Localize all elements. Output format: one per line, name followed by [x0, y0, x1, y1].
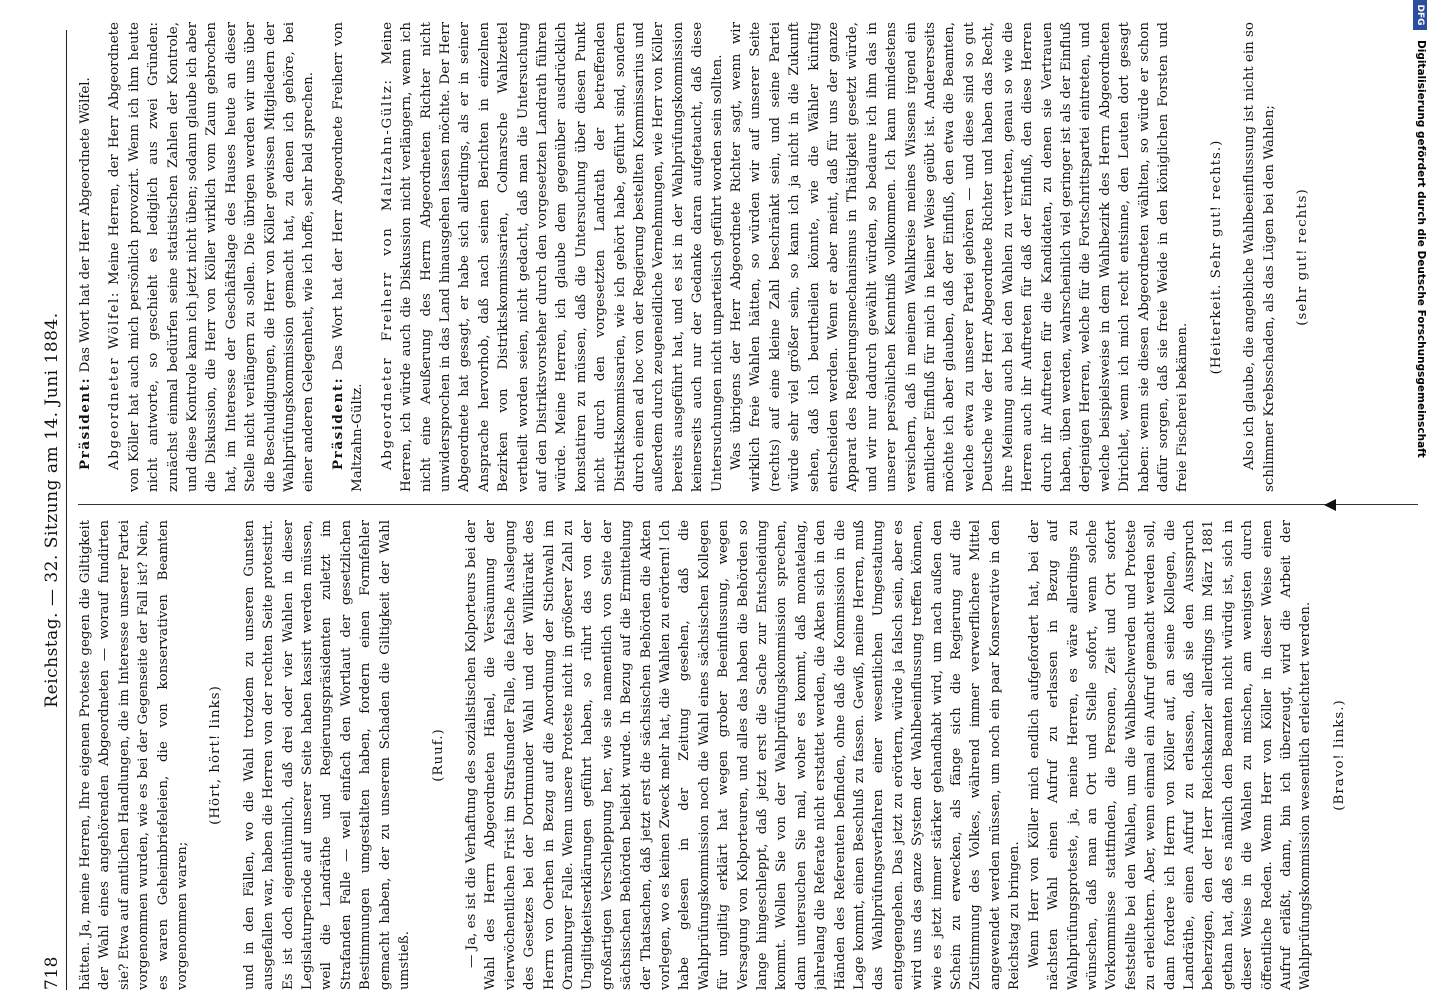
- paragraph: Was übrigens der Herr Abgeordnete Richter sagt, wenn wir wirklich freie Wahlen hätten, so würden wir auf unserer Seite (rechts) auf eine kleine Zahl beschränkt sein, und seine Partei würde sehr viel größer sein, so kann ich ja nicht in die Zukunft sehen, daß ich beurtheilen könnte, wie die Wähler künftig entscheiden werden. Wenn er aber meint, daß für uns der ganze Apparat des Regierungsmechanismus in Thätigkeit gesetzt würde, und wir nur dadurch gewählt würden, so bedaure ich ihm das in unserer persönlichen Kenntniß vollkommen. Ich kann mindestens versichern, daß in meinem Wahlkreise meines Wissens irgend ein amtlicher Einfluß für mich in keiner Weise geübt ist. Andererseits möchte ich aber glauben, daß der Einfluß, den etwa die Beamten, welche etwa zu unserer Partei gehören — und diese sind so gut Deutsche wie der Herr Abgeordnete Richter und haben das Recht, ihre Meinung auch bei den Wahlen zu vertreten, genau so wie die Herren auch ihr Auftreten für daß der Einfluß, den diese Herren durch ihr Auftreten für die Kandidaten, zu denen sie Vertrauen haben, üben werden, wahrscheinlich viel geringer ist als der Einfluß derjenigen Herren, welche für die Fortschrittspartei eintreten, und welche beispielsweise in dem Wahlbezirk des Herrn Abgeordneten Dirichlet, wenn ich mich recht entsinne, den Leuten dort gesagt haben: wenn sie diesen Abgeordneten wählten, so würde er schon dafür sorgen, daß sie freie Weide in den königlichen Forsten und freie Fischerei bekämen.: [729, 22, 1191, 492]
- page-number: 718: [42, 956, 62, 990]
- paragraph: [76, 22, 95, 492]
- paragraph: Wenn Herr von Köller mich endlich aufgefordert hat, bei der nächsten Wahl einen Aufruf zu erlassen in Bezug auf Wahlprüfungsproteste, ja, meine Herren, es wäre allerdings zu wünschen, daß man an Ort und Stelle sofort, wenn solche Vorkommnisse stattfinden, die Personen, Zeit und Ort sofort feststellte bei den Wahlen, um die Wahlbeschwerden und Proteste zu erleichtern. Aber, wenn einmal ein Aufruf gemacht werden soll, dann fordere ich Herrn von Köller auf, an seine Kollegen, die Landräthe, einen Aufruf zu erlassen, daß sie den Ausspruch beherzigen, den der Herr Reichskanzler allerdings im März 1881 gethan hat, daß es nämlich den Beamten nicht würdig ist, sich in dieser Weise in die Wahlen zu mischen, am wenigsten durch öffentliche Reden. Wenn Herr von Köller in dieser Weise einen Aufruf erläßt, dann, bin ich überzeugt, wird die Arbeit der Wahlprüfungskommission wesentlich erleichtert werden.: [1026, 520, 1314, 990]
- speech-text: Das Wort hat der Herr Abgeordnete Freiherr von Maltzahn-Gültz.: [330, 22, 366, 492]
- side-notice-strip: [1406, 0, 1432, 1000]
- paragraph: und in den Fällen, wo die Wahl trotzdem zu unseren Gunsten ausgefallen war, haben die Herren von der rechten Seite protestirt. Es ist doch eigenthümlich, daß drei oder vier Wahlen in dieser Legislaturperiode auf unserer Seite haben kassirt werden müssen, weil die Landräthe und Regierungspräsidenten zuletzt im Strafanden Falle — weil einfach den Wortlaut der gesetzlichen Bestimmungen umgestalten haben, fordern einen Formfehler gemacht haben, der zu unserem Schaden die Giltigkeit der Wahl umstieß.: [241, 520, 413, 990]
- interjection: (Bravo! links.): [1331, 699, 1347, 811]
- paragraph: Also ich glaube, die angebliche Wahlbeeinflussung ist nicht ein so schlimmer Krebsschaden, als das Lügen bei den Wahlen;: [1242, 22, 1277, 492]
- speaker-label: Abgeordneter Freiherr von Maltzahn-Gültz:: [379, 78, 395, 470]
- speaker-label: Präsident:: [77, 376, 93, 470]
- speech-text: Meine Herren, der Herr Abgeordnete von Köller hat auch mich persönlich provozirt. Wenn ich ihm heute nicht antworte, so geschieht es lediglich aus zwei Gründen: zunächst einmal bedürfen seine statistischen Zahlen der Kontrole, und diese Kontrole kann ich jetzt nicht üben; sodann glaube ich aber die Diskussion, die Herr von Köller wirklich vom Zaun gebrochen hat, im Interesse der Geschäftslage des Hauses heute an dieser Stelle nicht verlängern zu sollen. Die übrigen werden wir uns über die Beschuldigungen, die Herr von Köller gewissen Mitgliedern der Wahlprüfungskommission gemacht hat, zu denen ich gehöre, bei einer anderen Gelegenheit, wie ich hoffe, sehr bald sprechen.: [107, 22, 317, 492]
- right-column: [76, 22, 1432, 492]
- interjection: (sehr gut! rechts): [1294, 188, 1310, 326]
- dfg-logo: DFG: [1413, 0, 1427, 30]
- divider-arrow-mark: [1324, 499, 1336, 511]
- running-title: Reichstag. — 32. Sitzung am 14. Juni 1884.: [42, 312, 62, 708]
- paragraph: hätten. Ja, meine Herren, Ihre eigenen Proteste gegen die Giltigkeit der Wahl eines angehörenden Abgeordneten — worauf fundirten sie? Etwa auf amtlichen Handlungen, die im Interesse unserer Partei vorgenommen wurden, wie es bei der Gegenseite der Fall ist? Nein, es waren Geheimbriefeleien, die von konservativen Beamten vorgenommen waren;: [78, 520, 191, 990]
- speech-text: Das Wort hat der Herr Abgeordnete Wölfel.: [78, 77, 93, 373]
- column-divider: [78, 504, 1418, 505]
- speech-text: Meine Herren, ich würde auch die Diskussion nicht verlängern, wenn ich nicht eine Aeußerung des Herrn Abgeordneten Richter nicht unwidersprochen in das Land hinausgehen lassen möchte. Der Herr Abgeordnete hat gesagt, er habe sich allerdings, als er in seiner Ansprache hervorhob, daß nach seinen Berichten in einzelnen Bezirken von Distriktskommissarien, Colmarsche Wahlzettel vertheilt worden seien, nicht gedacht, daß man die Untersuchung auf den Distriktsvorsteher durch den vorgesetzten Landrath führen würde. Meine Herren, ich glaube dem gegenüber ausdrücklich konstatiren zu müssen, daß die Untersuchung über diesen Punkt nicht durch den vorgesetzten Landrath der betreffenden Distriktskommissarien, wie ich gehört habe, geführt sind, sondern durch einen ad hoc von der Regierung bestellten Kommissarius und außerdem durch zeugeneidliche Vernehmungen, wie Herr von Köller bereits ausgeführt hat, und es ist in der Wahlprüfungskommission keinerseits auch nur der Gedanke daran aufgetaucht, daß diese Untersuchungen nicht unparteiisch geführt worden sein sollten.: [379, 22, 725, 492]
- speaker-label: Präsident:: [329, 376, 346, 470]
- left-column: [76, 520, 1424, 990]
- interjection: (Heiterkeit. Sehr gut! rechts.): [1208, 139, 1224, 375]
- header-rule: [66, 30, 67, 990]
- interjection: (Ruuf.): [430, 728, 446, 782]
- interjection: (Hört, hört! links): [208, 685, 224, 825]
- digitization-notice: Digitalisierung gefördert durch die Deutsche Forschungsgemeinschaft: [1415, 40, 1427, 458]
- paragraph: [105, 22, 318, 492]
- paragraph: [378, 22, 727, 492]
- page-header: [40, 30, 66, 990]
- paragraph: [329, 22, 368, 492]
- speaker-label: Abgeordneter Wölfel:: [107, 291, 123, 470]
- paragraph: — Ja, es ist die Verhaftung des sozialistischen Kolporteurs bei der Wahl des Herrn Abgeordneten Hänel, die Versäumung der vierwöchentlichen Frist im Strafsunder Falle, die falsche Auslegung des Gesetzes bei der Dortmunder Wahl und der Willkürakt des Herrn von Oerhen in Bezug auf die Anordnung der Stichwahl im Oramburger Falle. Wenn unsere Proteste nicht in größerer Zahl zu Ungiltigkeitserklärungen geführt haben, so rührt das von der großartigen Verschleppung her, wie sie namentlich von Seite der sächsischen Behörden beliebt wurde. In Bezug auf die Ermittelung der Thatsachen, daß jetzt erst die sächsischen Behörden die Akten vorlegen, wo es keinen Zweck mehr hat, die Wahlen zu erörtern! Ich habe gelesen in der Zeitung gesehen, daß die Wahlprüfungskommission noch die Wahl eines sächsischen Kollegen für ungiltig erklärt hat wegen grober Beeinflussung, wegen Versagung von Kolporteuren, und alles das haben die Behörden so lange hingeschleppt, daß jetzt erst die Sache zur Entscheidung kommt. Wollen Sie von der Wahlprüfungskommission sprechen, dann untersuchen Sie mal, woher es kommt, daß monatelang, jahrelang die Referate nicht erstattet werden, die Akten sich in den Händen des Referenten befinden, ohne daß die Kommission in die Lage kommt, einen Beschluß zu fassen. Gewiß, meine Herren, muß das Wahlprüfungsverfahren einer wesentlichen Umgestaltung entgegengehen. Das jetzt zu erörtern, würde ja falsch sein, aber es wird uns das ganze System der Wahlbeeinflussung treffen können, wie es jetzt immer stärker gehandhabt wird, um nach außen den Schein zu erwecken, als fänge sich die Regierung auf die Zustimmung des Volkes, während immer verwerflichere Mittel angewendet werden müssen, um noch ein paar Konservative in den Reichstag zu bringen.: [463, 520, 1023, 990]
